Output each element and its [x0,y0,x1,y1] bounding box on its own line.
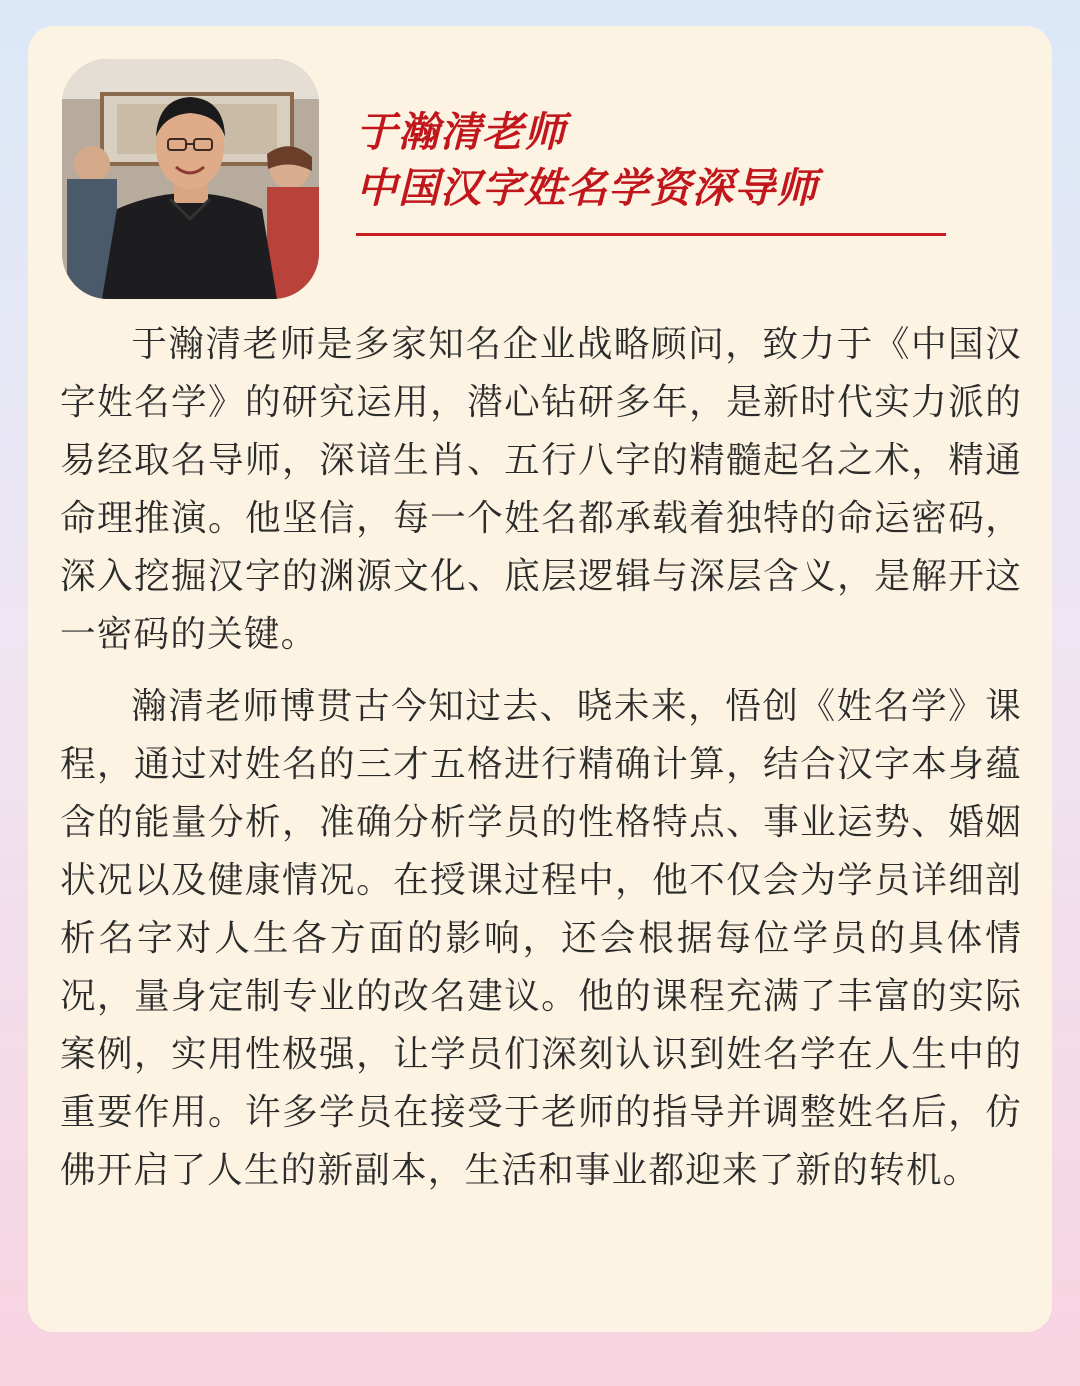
biography-paragraph-1: 于瀚清老师是多家知名企业战略顾问，致力于《中国汉字姓名学》的研究运用，潜心钻研多年，是新时代实力派的易经取名导师，深谙生肖、五行八字的精髓起名之术，精通命理推演。他坚信，每一个姓名都承载着独特的命运密码，深入挖掘汉字的渊源文化、底层逻辑与深层含义，是解开这一密码的关键。 [60,324,1022,655]
portrait-illustration [62,59,319,299]
teacher-portrait-photo [62,59,319,299]
title-underline [356,233,946,236]
title-block [356,104,946,216]
biography-paragraph-2: 瀚清老师博贯古今知过去、晓未来，悟创《姓名学》课程，通过对姓名的三才五格进行精确计算，结合汉字本身蕴含的能量分析，准确分析学员的性格特点、事业运势、婚姻状况以及健康情况。在授课过程中，他不仅会为学员详细剖析名字对人生各方面的影响，还会根据每位学员的具体情况，量身定制专业的改名建议。他的课程充满了丰富的实际案例，实用性极强，让学员们深刻认识到姓名学在人生中的重要作用。许多学员在接受于老师的指导并调整姓名后，仿佛开启了人生的新副本，生活和事业都迎来了新的转机。 [60,686,1022,1191]
profile-card [28,26,1052,1332]
teacher-role-title: 中国汉字姓名学资深导师 [356,164,818,212]
biography-text [60,316,1022,1200]
teacher-name-title: 于瀚清老师 [356,108,566,156]
